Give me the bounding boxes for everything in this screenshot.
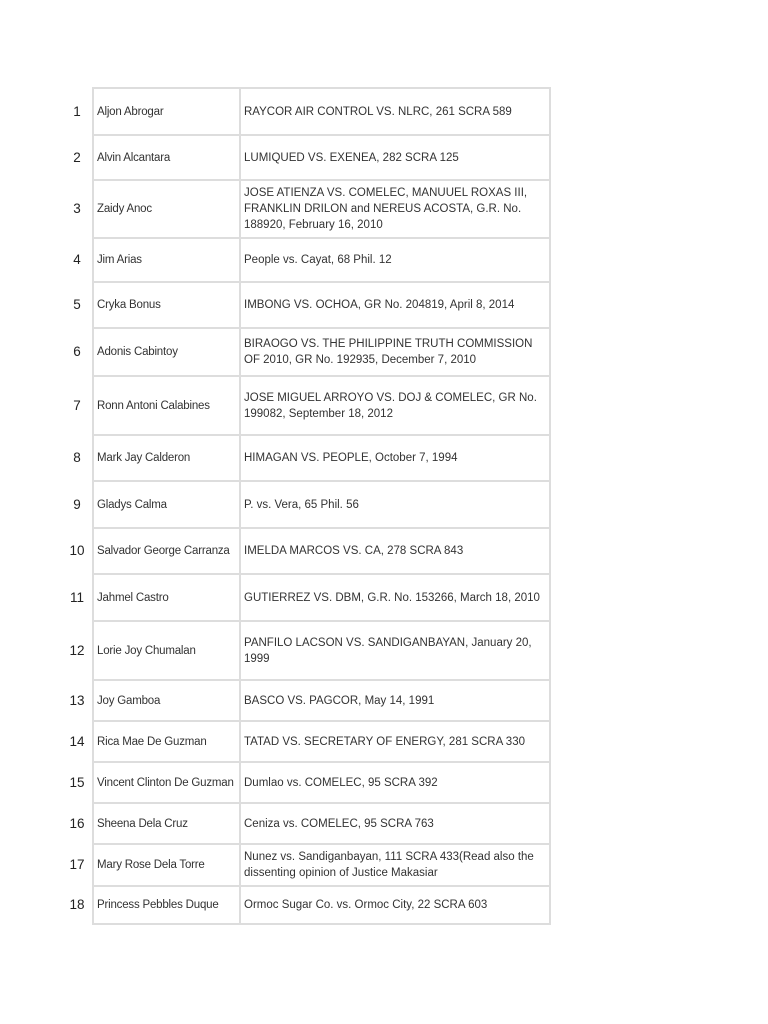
student-name: Sheena Dela Cruz <box>93 803 240 844</box>
table-row <box>64 376 550 435</box>
table-row <box>64 680 550 721</box>
row-number: 4 <box>73 252 81 267</box>
case-title: IMELDA MARCOS VS. CA, 278 SCRA 843 <box>240 528 550 574</box>
case-title: Ormoc Sugar Co. vs. Ormoc City, 22 SCRA 603 <box>240 886 550 924</box>
row-number: 7 <box>73 397 81 413</box>
row-number: 9 <box>73 496 81 512</box>
student-name: Mark Jay Calderon <box>93 435 240 481</box>
student-name: Jahmel Castro <box>93 574 240 621</box>
case-title: Ceniza vs. COMELEC, 95 SCRA 763 <box>240 803 550 844</box>
table-row <box>64 803 550 844</box>
student-name: Adonis Cabintoy <box>93 328 240 376</box>
table-row <box>64 528 550 574</box>
student-name: Ronn Antoni Calabines <box>93 376 240 435</box>
case-title: RAYCOR AIR CONTROL VS. NLRC, 261 SCRA 589 <box>240 88 550 135</box>
table-row <box>64 435 550 481</box>
row-number: 16 <box>69 815 85 831</box>
table-row <box>64 238 550 282</box>
row-number: 15 <box>69 774 85 790</box>
student-name: Vincent Clinton De Guzman <box>93 762 240 803</box>
case-title: GUTIERREZ VS. DBM, G.R. No. 153266, March 18, 2010 <box>240 574 550 621</box>
case-title: Dumlao vs. COMELEC, 95 SCRA 392 <box>240 762 550 803</box>
table-row <box>64 135 550 180</box>
table-row <box>64 328 550 376</box>
row-number: 1 <box>73 103 81 119</box>
row-number: 3 <box>73 201 81 216</box>
row-number: 10 <box>69 543 85 558</box>
student-name: Princess Pebbles Duque <box>93 886 240 924</box>
case-title: HIMAGAN VS. PEOPLE, October 7, 1994 <box>240 435 550 481</box>
student-name: Alvin Alcantara <box>93 135 240 180</box>
row-number: 17 <box>69 857 85 872</box>
student-name: Mary Rose Dela Torre <box>93 844 240 886</box>
row-number: 6 <box>73 344 81 359</box>
case-title: Nunez vs. Sandiganbayan, 111 SCRA 433(Read also the dissenting opinion of Justice Makasiar <box>240 844 550 886</box>
table-row <box>64 844 550 886</box>
case-title: BIRAOGO VS. THE PHILIPPINE TRUTH COMMISSION OF 2010, GR No. 192935, December 7, 2010 <box>240 328 550 376</box>
case-title: JOSE ATIENZA VS. COMELEC, MANUUEL ROXAS III, FRANKLIN DRILON and NEREUS ACOSTA, G.R. No. 188920, February 16, 2010 <box>240 180 550 238</box>
student-name: Aljon Abrogar <box>93 88 240 135</box>
row-number: 13 <box>69 692 85 708</box>
case-title: People vs. Cayat, 68 Phil. 12 <box>240 238 550 282</box>
case-title: LUMIQUED VS. EXENEA, 282 SCRA 125 <box>240 135 550 180</box>
student-name: Jim Arias <box>93 238 240 282</box>
case-title: IMBONG VS. OCHOA, GR No. 204819, April 8, 2014 <box>240 282 550 328</box>
case-assignment-table <box>64 87 551 925</box>
case-title: TATAD VS. SECRETARY OF ENERGY, 281 SCRA 330 <box>240 721 550 762</box>
row-number: 5 <box>73 297 81 312</box>
table-row <box>64 621 550 680</box>
student-name: Joy Gamboa <box>93 680 240 721</box>
table-row <box>64 762 550 803</box>
table-row <box>64 721 550 762</box>
student-name: Zaidy Anoc <box>93 180 240 238</box>
case-title: P. vs. Vera, 65 Phil. 56 <box>240 481 550 528</box>
table-row <box>64 88 550 135</box>
case-title: JOSE MIGUEL ARROYO VS. DOJ & COMELEC, GR No. 199082, September 18, 2012 <box>240 376 550 435</box>
row-number: 11 <box>69 589 84 605</box>
student-name: Salvador George Carranza <box>93 528 240 574</box>
case-title: BASCO VS. PAGCOR, May 14, 1991 <box>240 680 550 721</box>
table-row <box>64 481 550 528</box>
table-row <box>64 574 550 621</box>
table-row <box>64 180 550 238</box>
table-row <box>64 886 550 924</box>
row-number: 8 <box>73 450 81 465</box>
row-number: 18 <box>69 897 85 912</box>
row-number: 2 <box>73 149 81 165</box>
student-name: Lorie Joy Chumalan <box>93 621 240 680</box>
student-name: Cryka Bonus <box>93 282 240 328</box>
row-number: 12 <box>69 642 85 658</box>
student-name: Gladys Calma <box>93 481 240 528</box>
student-name: Rica Mae De Guzman <box>93 721 240 762</box>
row-number: 14 <box>69 733 85 749</box>
case-title: PANFILO LACSON VS. SANDIGANBAYAN, January 20, 1999 <box>240 621 550 680</box>
table-row <box>64 282 550 328</box>
